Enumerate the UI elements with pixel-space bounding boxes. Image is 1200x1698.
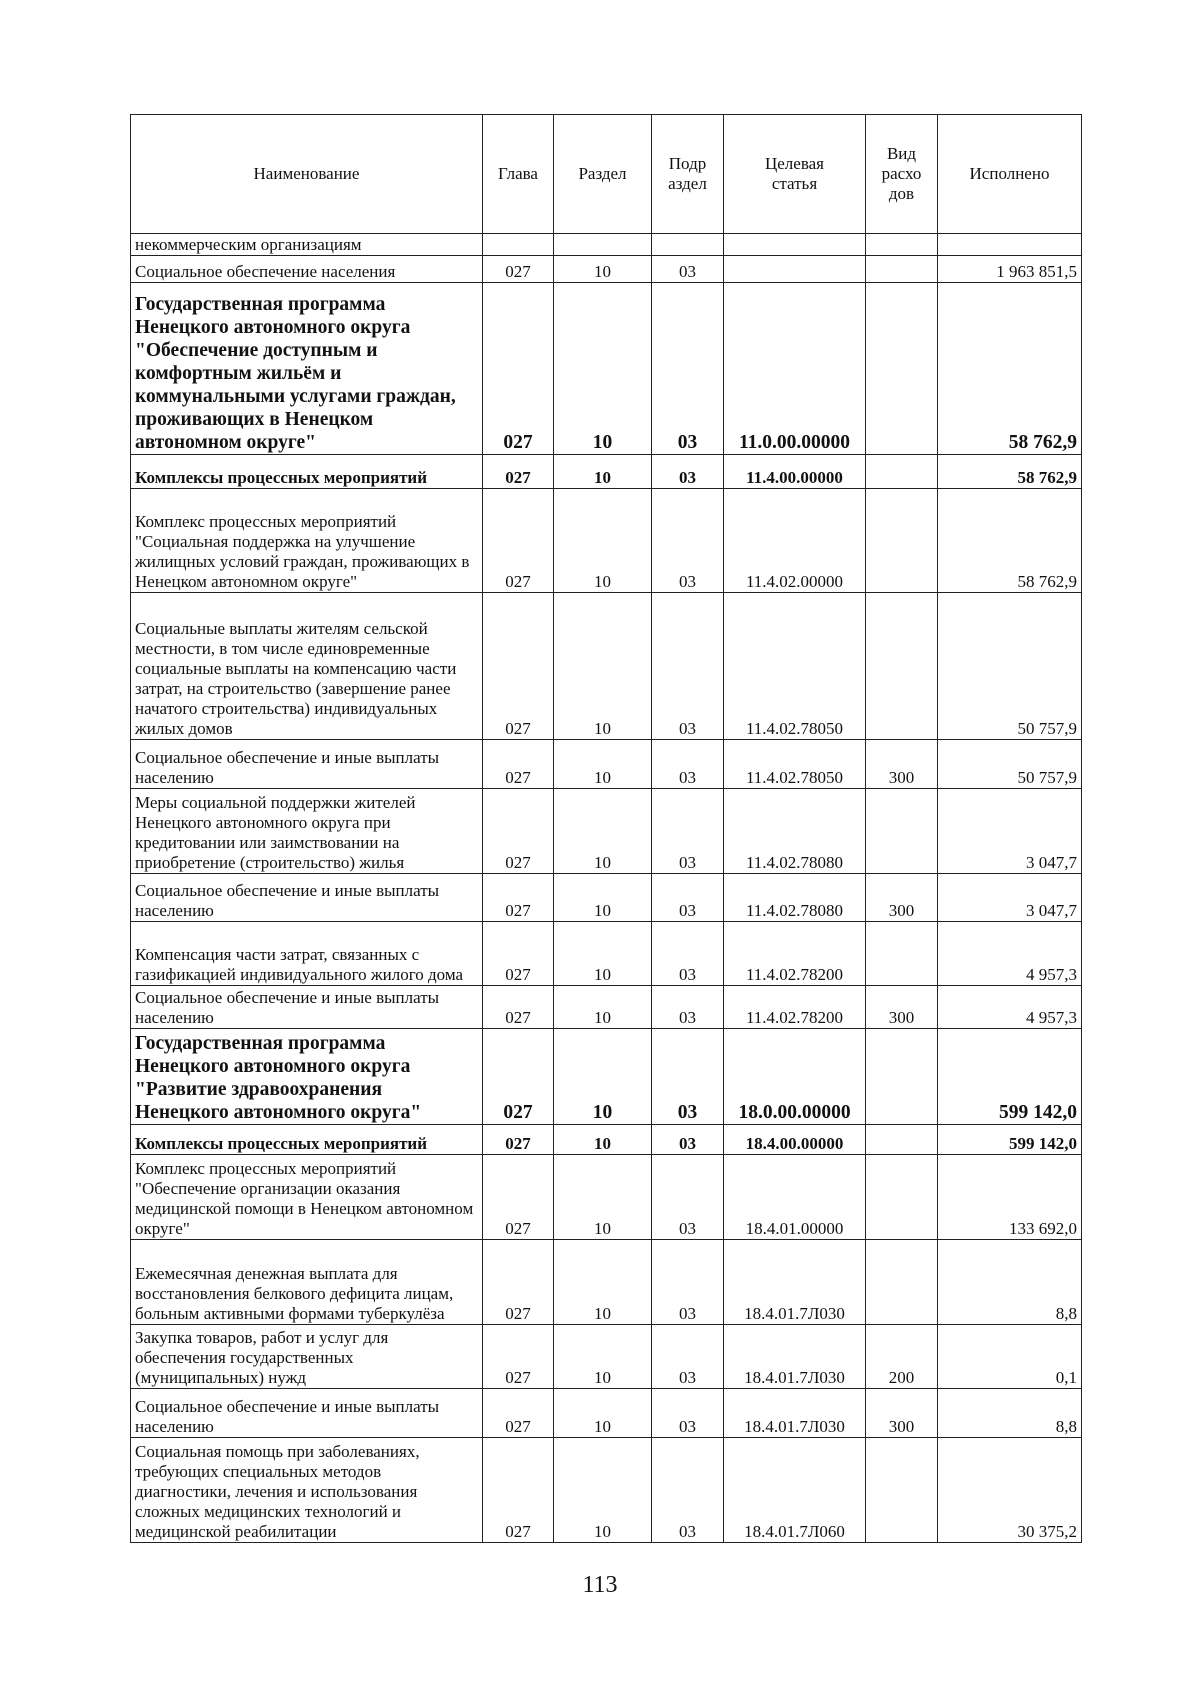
row-amount: 8,8 xyxy=(938,1240,1082,1325)
row-section: 10 xyxy=(554,1029,652,1125)
row-type xyxy=(866,489,938,593)
row-amount: 599 142,0 xyxy=(938,1029,1082,1125)
row-subsection: 03 xyxy=(652,922,724,986)
row-type xyxy=(866,1155,938,1240)
row-name: Закупка товаров, работ и услуг для обеспечения государственных (муниципальных) нужд xyxy=(131,1325,483,1389)
budget-table xyxy=(130,114,1082,1543)
row-subsection: 03 xyxy=(652,283,724,455)
row-section: 10 xyxy=(554,922,652,986)
row-section: 10 xyxy=(554,489,652,593)
row-target: 18.0.00.00000 xyxy=(724,1029,866,1125)
table-row xyxy=(131,593,1082,740)
row-chapter: 027 xyxy=(483,1240,554,1325)
header-executed: Исполнено xyxy=(938,115,1082,234)
row-amount: 58 762,9 xyxy=(938,455,1082,489)
row-subsection: 03 xyxy=(652,789,724,874)
row-type xyxy=(866,1240,938,1325)
row-type: 300 xyxy=(866,986,938,1029)
row-chapter: 027 xyxy=(483,593,554,740)
row-target: 18.4.01.7Л030 xyxy=(724,1389,866,1438)
row-name: Государственная программа Ненецкого автономного округа "Развитие здравоохранения Ненецкого автономного округа" xyxy=(131,1029,483,1125)
row-name: Социальное обеспечение и иные выплаты населению xyxy=(131,1389,483,1438)
row-name: некоммерческим организациям xyxy=(131,234,483,256)
row-section: 10 xyxy=(554,789,652,874)
row-target: 18.4.01.00000 xyxy=(724,1155,866,1240)
row-chapter: 027 xyxy=(483,1438,554,1543)
row-section: 10 xyxy=(554,593,652,740)
page-number: 113 xyxy=(582,1572,618,1598)
row-subsection: 03 xyxy=(652,1125,724,1155)
header-expense-type: Вид расхо дов xyxy=(866,115,938,234)
row-section: 10 xyxy=(554,986,652,1029)
row-subsection: 03 xyxy=(652,1438,724,1543)
row-chapter: 027 xyxy=(483,283,554,455)
table-row xyxy=(131,1240,1082,1325)
row-target: 11.4.02.78050 xyxy=(724,740,866,789)
row-target: 18.4.01.7Л030 xyxy=(724,1240,866,1325)
table-row xyxy=(131,986,1082,1029)
row-name: Социальное обеспечение и иные выплаты населению xyxy=(131,986,483,1029)
table-header-row xyxy=(131,115,1082,234)
row-type: 200 xyxy=(866,1325,938,1389)
row-amount: 50 757,9 xyxy=(938,593,1082,740)
row-subsection: 03 xyxy=(652,986,724,1029)
row-subsection: 03 xyxy=(652,740,724,789)
row-name: Меры социальной поддержки жителей Ненецкого автономного округа при кредитовании или заимствовании на приобретение (строительство) жилья xyxy=(131,789,483,874)
row-name: Ежемесячная денежная выплата для восстановления белкового дефицита лицам, больным активными формами туберкулёза xyxy=(131,1240,483,1325)
row-section: 10 xyxy=(554,1240,652,1325)
row-chapter: 027 xyxy=(483,455,554,489)
table-row xyxy=(131,922,1082,986)
row-amount: 3 047,7 xyxy=(938,874,1082,922)
row-amount: 30 375,2 xyxy=(938,1438,1082,1543)
header-subsection: Подр аздел xyxy=(652,115,724,234)
row-subsection: 03 xyxy=(652,1389,724,1438)
row-section: 10 xyxy=(554,283,652,455)
row-amount: 4 957,3 xyxy=(938,922,1082,986)
table-row xyxy=(131,256,1082,283)
row-name: Комплекс процессных мероприятий "Социальная поддержка на улучшение жилищных условий граждан, проживающих в Ненецком автономном округе" xyxy=(131,489,483,593)
row-chapter: 027 xyxy=(483,789,554,874)
table-row xyxy=(131,455,1082,489)
row-target xyxy=(724,234,866,256)
header-section: Раздел xyxy=(554,115,652,234)
row-type xyxy=(866,1438,938,1543)
row-target: 11.4.00.00000 xyxy=(724,455,866,489)
row-subsection: 03 xyxy=(652,256,724,283)
row-type xyxy=(866,1125,938,1155)
row-chapter xyxy=(483,234,554,256)
row-subsection: 03 xyxy=(652,1325,724,1389)
row-target: 11.4.02.78200 xyxy=(724,986,866,1029)
table-row xyxy=(131,740,1082,789)
table-row xyxy=(131,789,1082,874)
row-subsection: 03 xyxy=(652,1240,724,1325)
table-row xyxy=(131,1125,1082,1155)
row-amount xyxy=(938,234,1082,256)
row-name: Социальное обеспечение и иные выплаты населению xyxy=(131,740,483,789)
table-row xyxy=(131,1389,1082,1438)
row-chapter: 027 xyxy=(483,922,554,986)
row-chapter: 027 xyxy=(483,1029,554,1125)
row-amount: 1 963 851,5 xyxy=(938,256,1082,283)
row-section: 10 xyxy=(554,256,652,283)
row-name: Комплексы процессных мероприятий xyxy=(131,1125,483,1155)
row-amount: 4 957,3 xyxy=(938,986,1082,1029)
row-amount: 0,1 xyxy=(938,1325,1082,1389)
row-amount: 58 762,9 xyxy=(938,283,1082,455)
row-target xyxy=(724,256,866,283)
row-name: Социальное обеспечение населения xyxy=(131,256,483,283)
row-subsection: 03 xyxy=(652,1029,724,1125)
row-subsection: 03 xyxy=(652,1155,724,1240)
row-name: Комплексы процессных мероприятий xyxy=(131,455,483,489)
row-chapter: 027 xyxy=(483,1125,554,1155)
row-section xyxy=(554,234,652,256)
table-row xyxy=(131,874,1082,922)
row-section: 10 xyxy=(554,740,652,789)
row-type xyxy=(866,256,938,283)
table-row xyxy=(131,283,1082,455)
row-section: 10 xyxy=(554,455,652,489)
row-target: 11.4.02.78200 xyxy=(724,922,866,986)
header-target-article: Целевая статья xyxy=(724,115,866,234)
row-subsection: 03 xyxy=(652,874,724,922)
row-amount: 58 762,9 xyxy=(938,489,1082,593)
row-amount: 599 142,0 xyxy=(938,1125,1082,1155)
row-type: 300 xyxy=(866,874,938,922)
row-amount: 133 692,0 xyxy=(938,1155,1082,1240)
row-type xyxy=(866,789,938,874)
row-target: 18.4.01.7Л030 xyxy=(724,1325,866,1389)
table-row xyxy=(131,1438,1082,1543)
row-chapter: 027 xyxy=(483,1325,554,1389)
row-chapter: 027 xyxy=(483,1389,554,1438)
row-target: 11.4.02.78080 xyxy=(724,789,866,874)
row-target: 18.4.01.7Л060 xyxy=(724,1438,866,1543)
row-type xyxy=(866,1029,938,1125)
row-chapter: 027 xyxy=(483,1155,554,1240)
row-section: 10 xyxy=(554,874,652,922)
row-section: 10 xyxy=(554,1325,652,1389)
row-chapter: 027 xyxy=(483,986,554,1029)
header-chapter: Глава xyxy=(483,115,554,234)
row-target: 11.4.02.78050 xyxy=(724,593,866,740)
row-amount: 8,8 xyxy=(938,1389,1082,1438)
row-chapter: 027 xyxy=(483,256,554,283)
row-type xyxy=(866,283,938,455)
header-name: Наименование xyxy=(131,115,483,234)
row-chapter: 027 xyxy=(483,740,554,789)
row-type xyxy=(866,455,938,489)
row-target: 11.4.02.00000 xyxy=(724,489,866,593)
row-subsection: 03 xyxy=(652,455,724,489)
row-target: 18.4.00.00000 xyxy=(724,1125,866,1155)
row-name: Социальная помощь при заболеваниях, требующих специальных методов диагностики, лечения и использования сложных медицинских технологий и медицинской реабилитации xyxy=(131,1438,483,1543)
row-type: 300 xyxy=(866,740,938,789)
row-chapter: 027 xyxy=(483,489,554,593)
row-chapter: 027 xyxy=(483,874,554,922)
row-amount: 50 757,9 xyxy=(938,740,1082,789)
table-row xyxy=(131,1325,1082,1389)
row-section: 10 xyxy=(554,1155,652,1240)
table-row xyxy=(131,489,1082,593)
row-name: Социальное обеспечение и иные выплаты населению xyxy=(131,874,483,922)
row-name: Государственная программа Ненецкого автономного округа "Обеспечение доступным и комфортным жильём и коммунальными услугами граждан, проживающих в Ненецком автономном округе" xyxy=(131,283,483,455)
row-section: 10 xyxy=(554,1438,652,1543)
row-subsection: 03 xyxy=(652,593,724,740)
row-target: 11.4.02.78080 xyxy=(724,874,866,922)
row-type xyxy=(866,922,938,986)
row-type xyxy=(866,234,938,256)
row-section: 10 xyxy=(554,1125,652,1155)
row-subsection xyxy=(652,234,724,256)
row-section: 10 xyxy=(554,1389,652,1438)
row-target: 11.0.00.00000 xyxy=(724,283,866,455)
row-type: 300 xyxy=(866,1389,938,1438)
row-name: Социальные выплаты жителям сельской местности, в том числе единовременные социальные выплаты на компенсацию части затрат, на строительство (завершение ранее начатого строительства) индивидуальных жилых домов xyxy=(131,593,483,740)
table-row xyxy=(131,1155,1082,1240)
row-type xyxy=(866,593,938,740)
row-amount: 3 047,7 xyxy=(938,789,1082,874)
row-subsection: 03 xyxy=(652,489,724,593)
table-row xyxy=(131,1029,1082,1125)
table-row xyxy=(131,234,1082,256)
row-name: Комплекс процессных мероприятий "Обеспечение организации оказания медицинской помощи в Ненецком автономном округе" xyxy=(131,1155,483,1240)
row-name: Компенсация части затрат, связанных с газификацией индивидуального жилого дома xyxy=(131,922,483,986)
